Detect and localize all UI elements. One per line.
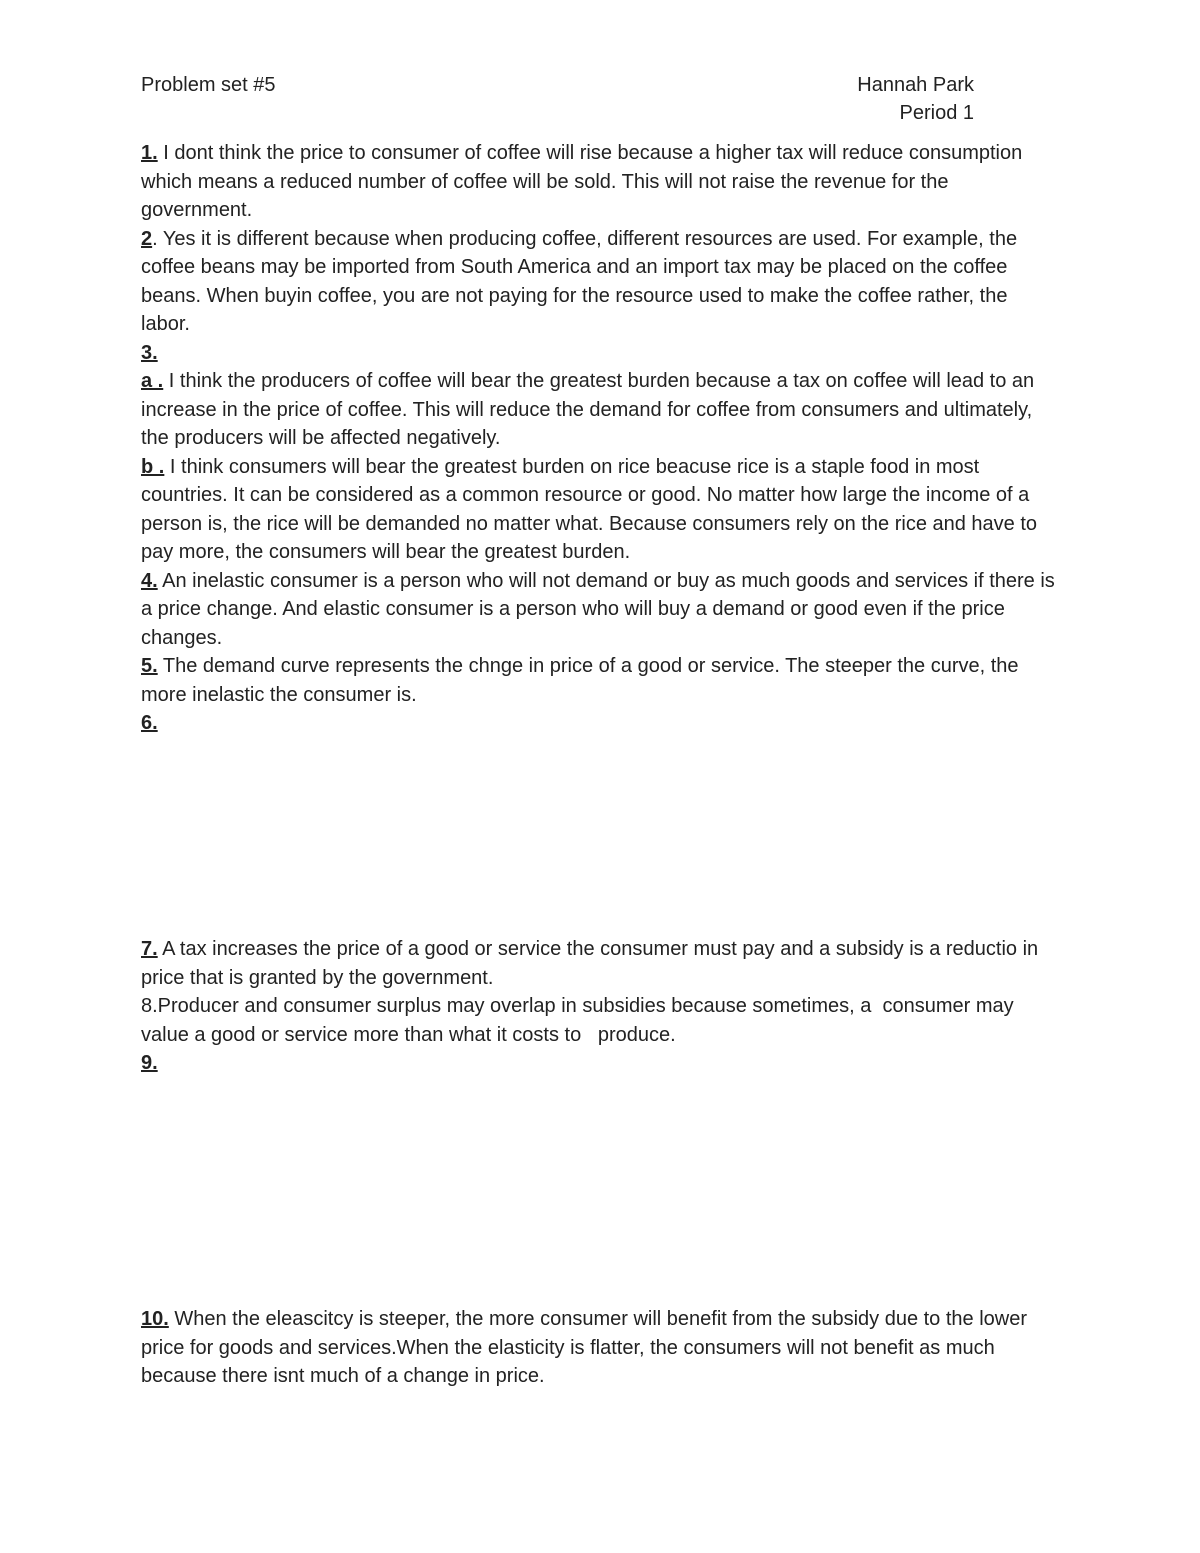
answer-7-number: 7.: [141, 938, 158, 960]
answer-4-text: An inelastic consumer is a person who will not demand or buy as much goods and services if there is a price change. And elastic consumer is a person who will buy a demand or good even if the price changes.: [141, 569, 1055, 649]
answer-3-number: 3.: [141, 341, 158, 364]
answer-3a-text: I think the producers of coffee will bear the greatest burden because a tax on coffee will lead to an increase in the price of coffee. This will reduce the demand for coffee from consumers and ultimately, the producers will be affected negatively.: [141, 370, 1035, 449]
answer-5-text: The demand curve represents the chnge in price of a good or service. The steeper the curve, the more inelastic the consumer is.: [141, 655, 1019, 706]
answer-3: [141, 339, 1061, 368]
answer-2-text: . Yes it is different because when producing coffee, different resources are used. For example, the coffee beans may be imported from South America and an import tax may be placed on the coffee beans. When buyin coffee, you are not paying for the resource used to make the coffee rather, the labor.: [141, 227, 1018, 335]
answer-4-number: 4.: [141, 569, 158, 592]
answer-3b-text: I think consumers will bear the greatest burden on rice beacuse rice is a staple food in most countries. It can be considered as a common resource or good. No matter how large the income of a person is, the rice will be demanded no matter what. Because consumers rely on the rice and have to pay more, the consumers will bear the greatest burden.: [141, 455, 1038, 563]
answer-6-number: 6.: [141, 712, 158, 734]
answer-7-text: A tax increases the price of a good or service the consumer must pay and a subsidy is a reductio in price that is granted by the government.: [141, 938, 1039, 989]
answer-4: [141, 567, 1061, 653]
answer-10-text: When the eleascitcy is steeper, the more consumer will benefit from the subsidy due to the lower price for goods and services.When the elasticity is flatter, the consumers will not benefit as much because there isnt much of a change in price.: [141, 1308, 1028, 1387]
answer-3a-label: a .: [141, 370, 164, 392]
answer-3b: [141, 453, 1061, 567]
answer-5-number: 5.: [141, 655, 158, 677]
document-title: Problem set #5: [141, 74, 276, 96]
answer-5: [141, 652, 1061, 709]
answer-3a: [141, 367, 1061, 453]
answers-block-2: [141, 935, 1061, 1078]
answer-8: [141, 992, 1061, 1049]
student-period: Period 1: [899, 102, 974, 124]
answer-10-number: 10.: [141, 1308, 169, 1330]
answer-1: [141, 139, 1061, 225]
answer-8-text: 8.Producer and consumer surplus may overlap in subsidies because sometimes, a consumer may value a good or service more than what it costs to produce.: [141, 995, 1020, 1046]
answer-2-number: 2: [141, 227, 153, 250]
answer-9-number: 9.: [141, 1052, 158, 1074]
student-name: Hannah Park: [857, 74, 974, 96]
answer-3b-label: b .: [141, 455, 165, 478]
answer-1-text: I dont think the price to consumer of coffee will rise because a higher tax will reduce consumption which means a reduced number of coffee will be sold. This will not raise the revenue for the government.: [141, 142, 1023, 221]
answer-6: [141, 709, 1061, 738]
answer-1-number: 1.: [141, 142, 158, 164]
answers-block-1: [141, 139, 1061, 738]
answer-10: [141, 1305, 1061, 1391]
answer-9: [141, 1049, 1061, 1078]
answer-2: [141, 225, 1061, 339]
answers-block-3: [141, 1305, 1061, 1391]
answer-7: [141, 935, 1061, 992]
student-info: [790, 71, 974, 127]
